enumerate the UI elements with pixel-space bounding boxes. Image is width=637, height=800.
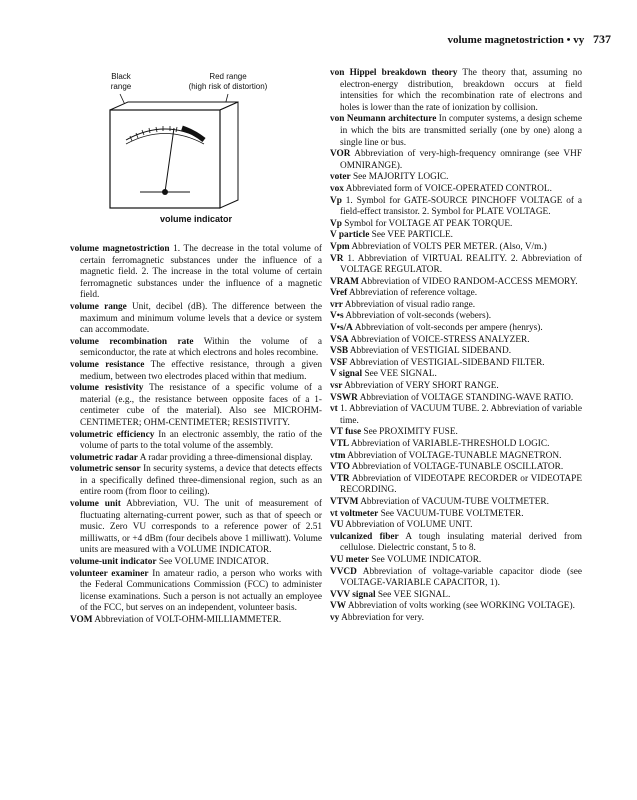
right-column — [330, 68, 582, 625]
entry — [330, 277, 582, 289]
entry-text: Abbreviation of VOLTAGE-TUNABLE MAGNETRON. — [345, 450, 562, 461]
entry — [330, 196, 582, 219]
entry-text: See VEE SIGNAL. — [362, 369, 437, 380]
entry-text: In amateur radio, a person who works with the Federal Communications Commission (FCC) to administer license examinations. Such a person is not actually an employee of the FCC, but serves on an independent, volunteer basis. — [80, 568, 322, 614]
entry — [330, 369, 582, 381]
entry-term: volume unit — [70, 499, 121, 510]
entry — [330, 474, 582, 497]
entry-text: See VEE PARTICLE. — [369, 230, 453, 241]
entry-term: VW — [330, 601, 347, 612]
entry-text: Abbreviation of reference voltage. — [347, 288, 478, 299]
entry-term: volume magnetostriction — [70, 244, 170, 254]
entry-text: Abbreviation of volts working (see WORKING VOLTAGE). — [346, 601, 575, 612]
entry-text: 1. The decrease in the total volume of certain ferromagnetic substances under the influence of a magnetic field. 2. The increase in the total volume of certain ferromagnetic substances under the influence of a magnetic field. — [80, 244, 322, 301]
entry-text: Abbreviation of VARIABLE-THRESHOLD LOGIC. — [349, 439, 550, 449]
entry — [330, 381, 582, 393]
entry-term: VVCD — [330, 566, 357, 577]
entry-text: A tough insulating material derived from cellulose. Dielectric constant, 5 to 8. — [340, 531, 582, 554]
entry-term: volumetric radar — [70, 452, 138, 463]
entry-term: vy — [330, 612, 340, 623]
entry-term: VVV signal — [330, 589, 376, 600]
entry-term: VOR — [330, 149, 351, 160]
entry-term: von Neumann architecture — [330, 114, 437, 125]
entry-text: Abbreviation of VOLTS PER METER. (Also, V/m.) — [349, 241, 547, 252]
entry-text: Symbol for VOLTAGE AT PEAK TORQUE. — [341, 218, 513, 229]
entry-text: See VACUUM-TUBE VOLTMETER. — [378, 508, 524, 519]
entry-term: Vref — [330, 288, 348, 299]
entry-text: 1. Abbreviation of VIRTUAL REALITY. 2. Abbreviation of VOLTAGE REGULATOR. — [340, 253, 582, 276]
entry-term: vsr — [330, 381, 343, 392]
entry — [330, 358, 582, 370]
entry — [330, 439, 582, 451]
entry-text: See VEE SIGNAL. — [375, 589, 451, 600]
entry-text: Abbreviation of volt-seconds per ampere (henrys). — [352, 323, 543, 334]
entry — [330, 114, 582, 149]
entry — [330, 68, 582, 114]
entry — [330, 323, 582, 335]
entry — [330, 613, 582, 625]
entry-term: VTO — [330, 462, 350, 473]
entry-term: volume resistivity — [70, 383, 144, 394]
entry-term: vox — [330, 183, 344, 194]
entry — [70, 557, 322, 569]
entry-text: The effective resistance, through a given medium, between two electrodes placed within that medium. — [80, 359, 322, 382]
entry-term: voter — [330, 172, 351, 183]
meter-drawing — [70, 66, 322, 216]
entry — [70, 430, 322, 453]
entry — [330, 172, 582, 184]
entry — [330, 497, 582, 509]
entry-term: VSA — [330, 334, 349, 345]
entry — [70, 453, 322, 465]
entry — [330, 404, 582, 427]
entry-term: volunteer examiner — [70, 568, 149, 579]
entry-text: Abbreviation of VOLUME UNIT. — [343, 520, 473, 531]
entry — [70, 464, 322, 499]
entry-term: vt — [330, 404, 338, 415]
entry-term: VTVM — [330, 496, 359, 507]
entry-term: Vp — [330, 195, 342, 206]
entry-text: Abbreviation, VU. The unit of measurement of fluctuating alternating-current power, such as that of speech or music. Zero VU corresponds to a reference power of 2.51 milliwatts, or +4 dBm (four decibels above 1 milliwatt). Volume units are measured with a VOLUME INDICATOR. — [80, 499, 322, 556]
entry-text: 1. Symbol for GATE-SOURCE PINCHOFF VOLTAGE of a field-effect transistor. 2. Symbol for PLATE VOLTAGE. — [340, 195, 582, 218]
entry-term: volume recombination rate — [70, 336, 194, 347]
entry-text: See PROXIMITY FUSE. — [361, 427, 458, 438]
entry-term: V particle — [330, 230, 370, 241]
entry-term: VRAM — [330, 276, 359, 287]
entry-text: See VOLUME INDICATOR. — [368, 554, 482, 565]
entry-text: Abbreviation of VERY SHORT RANGE. — [342, 381, 499, 392]
entry — [330, 184, 582, 196]
entry-text: In an electronic assembly, the ratio of the volume of parts to the total volume of the assembly. — [80, 429, 322, 452]
entry — [330, 311, 582, 323]
entry-term: volumetric efficiency — [70, 429, 155, 440]
entry — [330, 288, 582, 300]
entry-text: Unit, decibel (dB). The difference between the maximum and minimum volume levels that a device or system can accommodate. — [80, 301, 323, 336]
entry-term: Vpm — [330, 241, 350, 252]
black-range-label: Black range — [110, 72, 132, 91]
entry-term: Vp — [330, 218, 342, 229]
entry — [330, 254, 582, 277]
entry-term: volume-unit indicator — [70, 557, 157, 568]
entry — [70, 302, 322, 337]
entry-term: V signal — [330, 369, 363, 380]
entry-text: Abbreviation of very-high-frequency omnirange (see VHF OMNIRANGE). — [340, 149, 582, 171]
entry-term: vrr — [330, 299, 343, 310]
entry-text: Abbreviation of voltage-variable capacitor diode (see VOLTAGE-VARIABLE CAPACITOR, 1). — [340, 566, 582, 589]
entry-text: The resistance of a specific volume of a material (e.g., the resistance between opposite faces of a 1-centimeter cube of the material). Also see MICROHM-CENTIMETER; OHM-CENTIMETER; RESISTIVITY. — [80, 383, 322, 428]
entry — [70, 337, 322, 360]
entry-term: VU — [330, 520, 344, 531]
entry — [330, 601, 582, 613]
entry-text: Within the volume of a semiconductor, the rate at which electrons and holes recombine. — [80, 336, 322, 359]
entry-text: Abbreviation of VESTIGIAL-SIDEBAND FILTER. — [347, 357, 545, 368]
entry-text: Abbreviation of VOLTAGE STANDING-WAVE RATIO. — [357, 392, 574, 403]
entry-text: 1. Abbreviation of VACUUM TUBE. 2. Abbreviation of variable time. — [337, 404, 582, 426]
entry — [70, 244, 322, 302]
entry — [70, 360, 322, 383]
entry — [330, 555, 582, 567]
entry — [330, 346, 582, 358]
entry — [330, 567, 582, 590]
entry-text: Abbreviation for very. — [339, 612, 424, 623]
entry-term: VSF — [330, 357, 348, 368]
entry-term: VOM — [70, 615, 93, 625]
entry-term: vt voltmeter — [330, 508, 379, 519]
entry — [70, 569, 322, 615]
entry-term: VSWR — [330, 392, 358, 403]
entry-term: V•s/A — [330, 323, 353, 334]
volume-indicator-figure — [70, 66, 322, 236]
entry — [330, 427, 582, 439]
entry-text: In security systems, a device that detects effects in a specifically defined three-dimensional region, such as an entire room (from floor to ceiling). — [80, 464, 322, 498]
entry — [330, 149, 582, 172]
entry-term: von Hippel breakdown theory — [330, 68, 458, 78]
entry-text: Abbreviation of VIDEOTAPE RECORDER or VIDEOTAPE RECORDING. — [340, 473, 582, 496]
entry — [330, 230, 582, 242]
left-column — [70, 244, 322, 627]
entry — [330, 219, 582, 231]
entry-term: VU meter — [330, 554, 369, 565]
entry — [330, 335, 582, 347]
entry-term: volume resistance — [70, 359, 145, 370]
entry-term: VR — [330, 253, 344, 264]
entry-text: Abbreviation of VOICE-STRESS ANALYZER. — [348, 334, 530, 345]
entry-text: See VOLUME INDICATOR. — [156, 557, 269, 568]
page-number: 737 — [593, 32, 611, 46]
entry — [330, 509, 582, 521]
entry — [330, 590, 582, 602]
entry-term: volumetric sensor — [70, 464, 141, 475]
entry — [330, 242, 582, 254]
entry-text: Abbreviation of VACUUM-TUBE VOLTMETER. — [358, 496, 549, 507]
entry-text: See MAJORITY LOGIC. — [350, 172, 449, 183]
entry-term: VSB — [330, 346, 349, 357]
entry-term: VTL — [330, 439, 350, 449]
running-header — [448, 32, 612, 47]
entry-term: vtm — [330, 450, 346, 461]
header-title: volume magnetostriction • vy — [447, 34, 585, 46]
entry — [70, 499, 322, 557]
entry — [330, 520, 582, 532]
entry-text: Abbreviation of volt-seconds (webers). — [343, 311, 492, 322]
entry — [330, 462, 582, 474]
entry-text: Abbreviation of VIDEO RANDOM-ACCESS MEMORY. — [358, 276, 578, 287]
entry-term: VT fuse — [330, 427, 362, 438]
entry — [70, 615, 322, 627]
entry-term: vulcanized fiber — [330, 531, 399, 542]
entry — [330, 300, 582, 312]
entry — [70, 383, 322, 429]
entry-text: A radar providing a three-dimensional display. — [137, 452, 313, 463]
red-range-label: Red range (high risk of distortion) — [188, 72, 268, 91]
entry-term: V•s — [330, 311, 344, 322]
entry-text: Abbreviation of VOLTAGE-TUNABLE OSCILLATOR. — [349, 462, 564, 473]
entry-text: Abbreviation of VOLT-OHM-MILLIAMMETER. — [92, 615, 282, 625]
entry-text: Abbreviated form of VOICE-OPERATED CONTROL. — [343, 183, 552, 194]
figure-caption: volume indicator — [159, 214, 232, 224]
entry — [330, 393, 582, 405]
entry-text: Abbreviation of visual radio range. — [342, 299, 476, 310]
entry-text: In computer systems, a design scheme in which the bits are transmitted serially (one by one) along a single line or bus. — [340, 114, 582, 148]
entry-term: VTR — [330, 473, 350, 484]
entry — [330, 532, 582, 555]
entry-text: Abbreviation of VESTIGIAL SIDEBAND. — [348, 346, 512, 357]
entry-term: volume range — [70, 301, 127, 312]
entry-text: The theory that, assuming no electron-energy distribution, breakdown occurs at field intensities for which the recombination rate of electrons and holes is lower than the rate of ionization by collision. — [340, 68, 582, 113]
entry — [330, 451, 582, 463]
